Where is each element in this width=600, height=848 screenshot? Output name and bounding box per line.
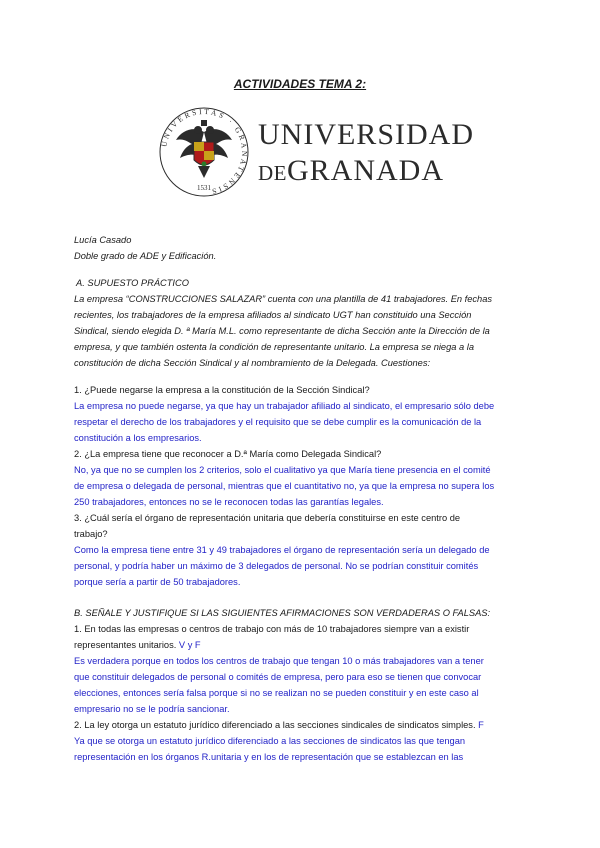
seal-year: 1531 (197, 184, 211, 192)
case-paragraph-line: Sindical, siendo elegida D. ª María M.L. como representante de dicha Sección ante la Dirección de la (74, 326, 490, 336)
document-body (74, 232, 524, 765)
university-name-line1: UNIVERSIDAD (258, 118, 474, 151)
university-name-line2 (258, 156, 474, 186)
answer-3-line: Como la empresa tiene entre 31 y 49 trabajadores el órgano de representación sería un delegado de (74, 545, 490, 555)
author-degree: Doble grado de ADE y Edificación. (74, 251, 217, 261)
answer-2-line: de empresa o delegada de personal, mientras que el cuantitativo no, ya que la empresa no supera los (74, 481, 495, 491)
case-paragraph-line: empresa, y que también ostenta la condición de representante unitario. La empresa se niega a la (74, 342, 475, 352)
author-name: Lucía Casado (74, 235, 132, 245)
statement-2-verdict: F (478, 720, 484, 730)
spacer (74, 371, 524, 382)
university-name (258, 120, 474, 186)
section-a-heading: A. SUPUESTO PRÁCTICO (76, 278, 189, 288)
answer-3-line: porque sería a partir de 50 trabajadores. (74, 577, 241, 587)
seal-text: UNIVERSITAS · GRANATENSIS (159, 106, 250, 197)
case-paragraph-line: constitución de dicha Sección Sindical y al nombramiento de la Delegada. Cuestiones: (74, 358, 431, 368)
spacer (74, 590, 524, 605)
statement-2-answer-line: Ya que se otorga un estatuto jurídico diferenciado a las secciones de sindicatos las que tengan (74, 736, 466, 746)
document-title: ACTIVIDADES TEMA 2: (233, 77, 367, 91)
answer-2-line: No, ya que no se cumplen los 2 criterios, solo el cualitativo ya que María tiene presencia en el comité (74, 465, 491, 475)
statement-1-answer-line: Es verdadera porque en todos los centros de trabajo que tengan 10 o más trabajadores van a tener (74, 656, 484, 666)
statement-1-answer-line: elecciones, entonces sería falsa porque si no se realizan no se pueden constituir y en este caso al (74, 688, 479, 698)
statement-1-verdict: V y F (178, 640, 201, 650)
statement-1-answer-line: empresario no se le podría sancionar. (74, 704, 230, 714)
statement-1-text: representantes unitarios. (74, 640, 177, 650)
question-1: 1. ¿Puede negarse la empresa a la constitución de la Sección Sindical? (74, 385, 370, 395)
spacer (74, 264, 524, 275)
university-name-de: DE (258, 161, 287, 185)
statement-2-text: 2. La ley otorga un estatuto jurídico diferenciado a las secciones sindicales de sindicatos simples. (74, 720, 476, 730)
question-3-line: 3. ¿Cuál sería el órgano de representación unitaria que debería constituirse en este centro de (74, 513, 461, 523)
question-3-line: trabajo? (74, 529, 108, 539)
case-paragraph-line: recientes, los trabajadores de la empresa afiliados al sindicato UGT han constituido una Sección (74, 310, 472, 320)
university-logo (158, 106, 474, 206)
statement-1-line (74, 637, 524, 653)
case-paragraph-line: La empresa “CONSTRUCCIONES SALAZAR” cuenta con una plantilla de 41 trabajadores. En fechas (74, 294, 493, 304)
answer-1-line: constitución a los empresarios. (74, 433, 202, 443)
statement-1-answer-line: que constituir delegados de personal o comités de empresa, pero para eso se tienen que convocar (74, 672, 482, 682)
answer-3-line: personal, y podría haber un máximo de 3 delegados de personal. No se podrían constituir comités (74, 561, 479, 571)
statement-2-answer-line: representación en los órganos R.unitaria y en los de representación que se establezcan en las (74, 752, 464, 762)
answer-1-line: respetar el derecho de los trabajadores y el requisito que se debe cumplir es la comunicación de la (74, 417, 482, 427)
statement-2-line (74, 717, 524, 733)
section-b-heading: B. SEÑALE Y JUSTIFIQUE SI LAS SIGUIENTES AFIRMACIONES SON VERDADERAS O FALSAS: (74, 608, 491, 618)
question-2: 2. ¿La empresa tiene que reconocer a D.ª María como Delegada Sindical? (74, 449, 382, 459)
statement-1-line: 1. En todas las empresas o centros de trabajo con más de 10 trabajadores siempre van a existir (74, 624, 470, 634)
answer-1-line: La empresa no puede negarse, ya que hay un trabajador afiliado al sindicato, el empresario sólo debe (74, 401, 495, 411)
answer-2-line: 250 trabajadores, entonces no se le reconocen todas las garantías legales. (74, 497, 384, 507)
university-name-granada: GRANADA (287, 154, 444, 187)
university-seal-icon (158, 106, 250, 198)
